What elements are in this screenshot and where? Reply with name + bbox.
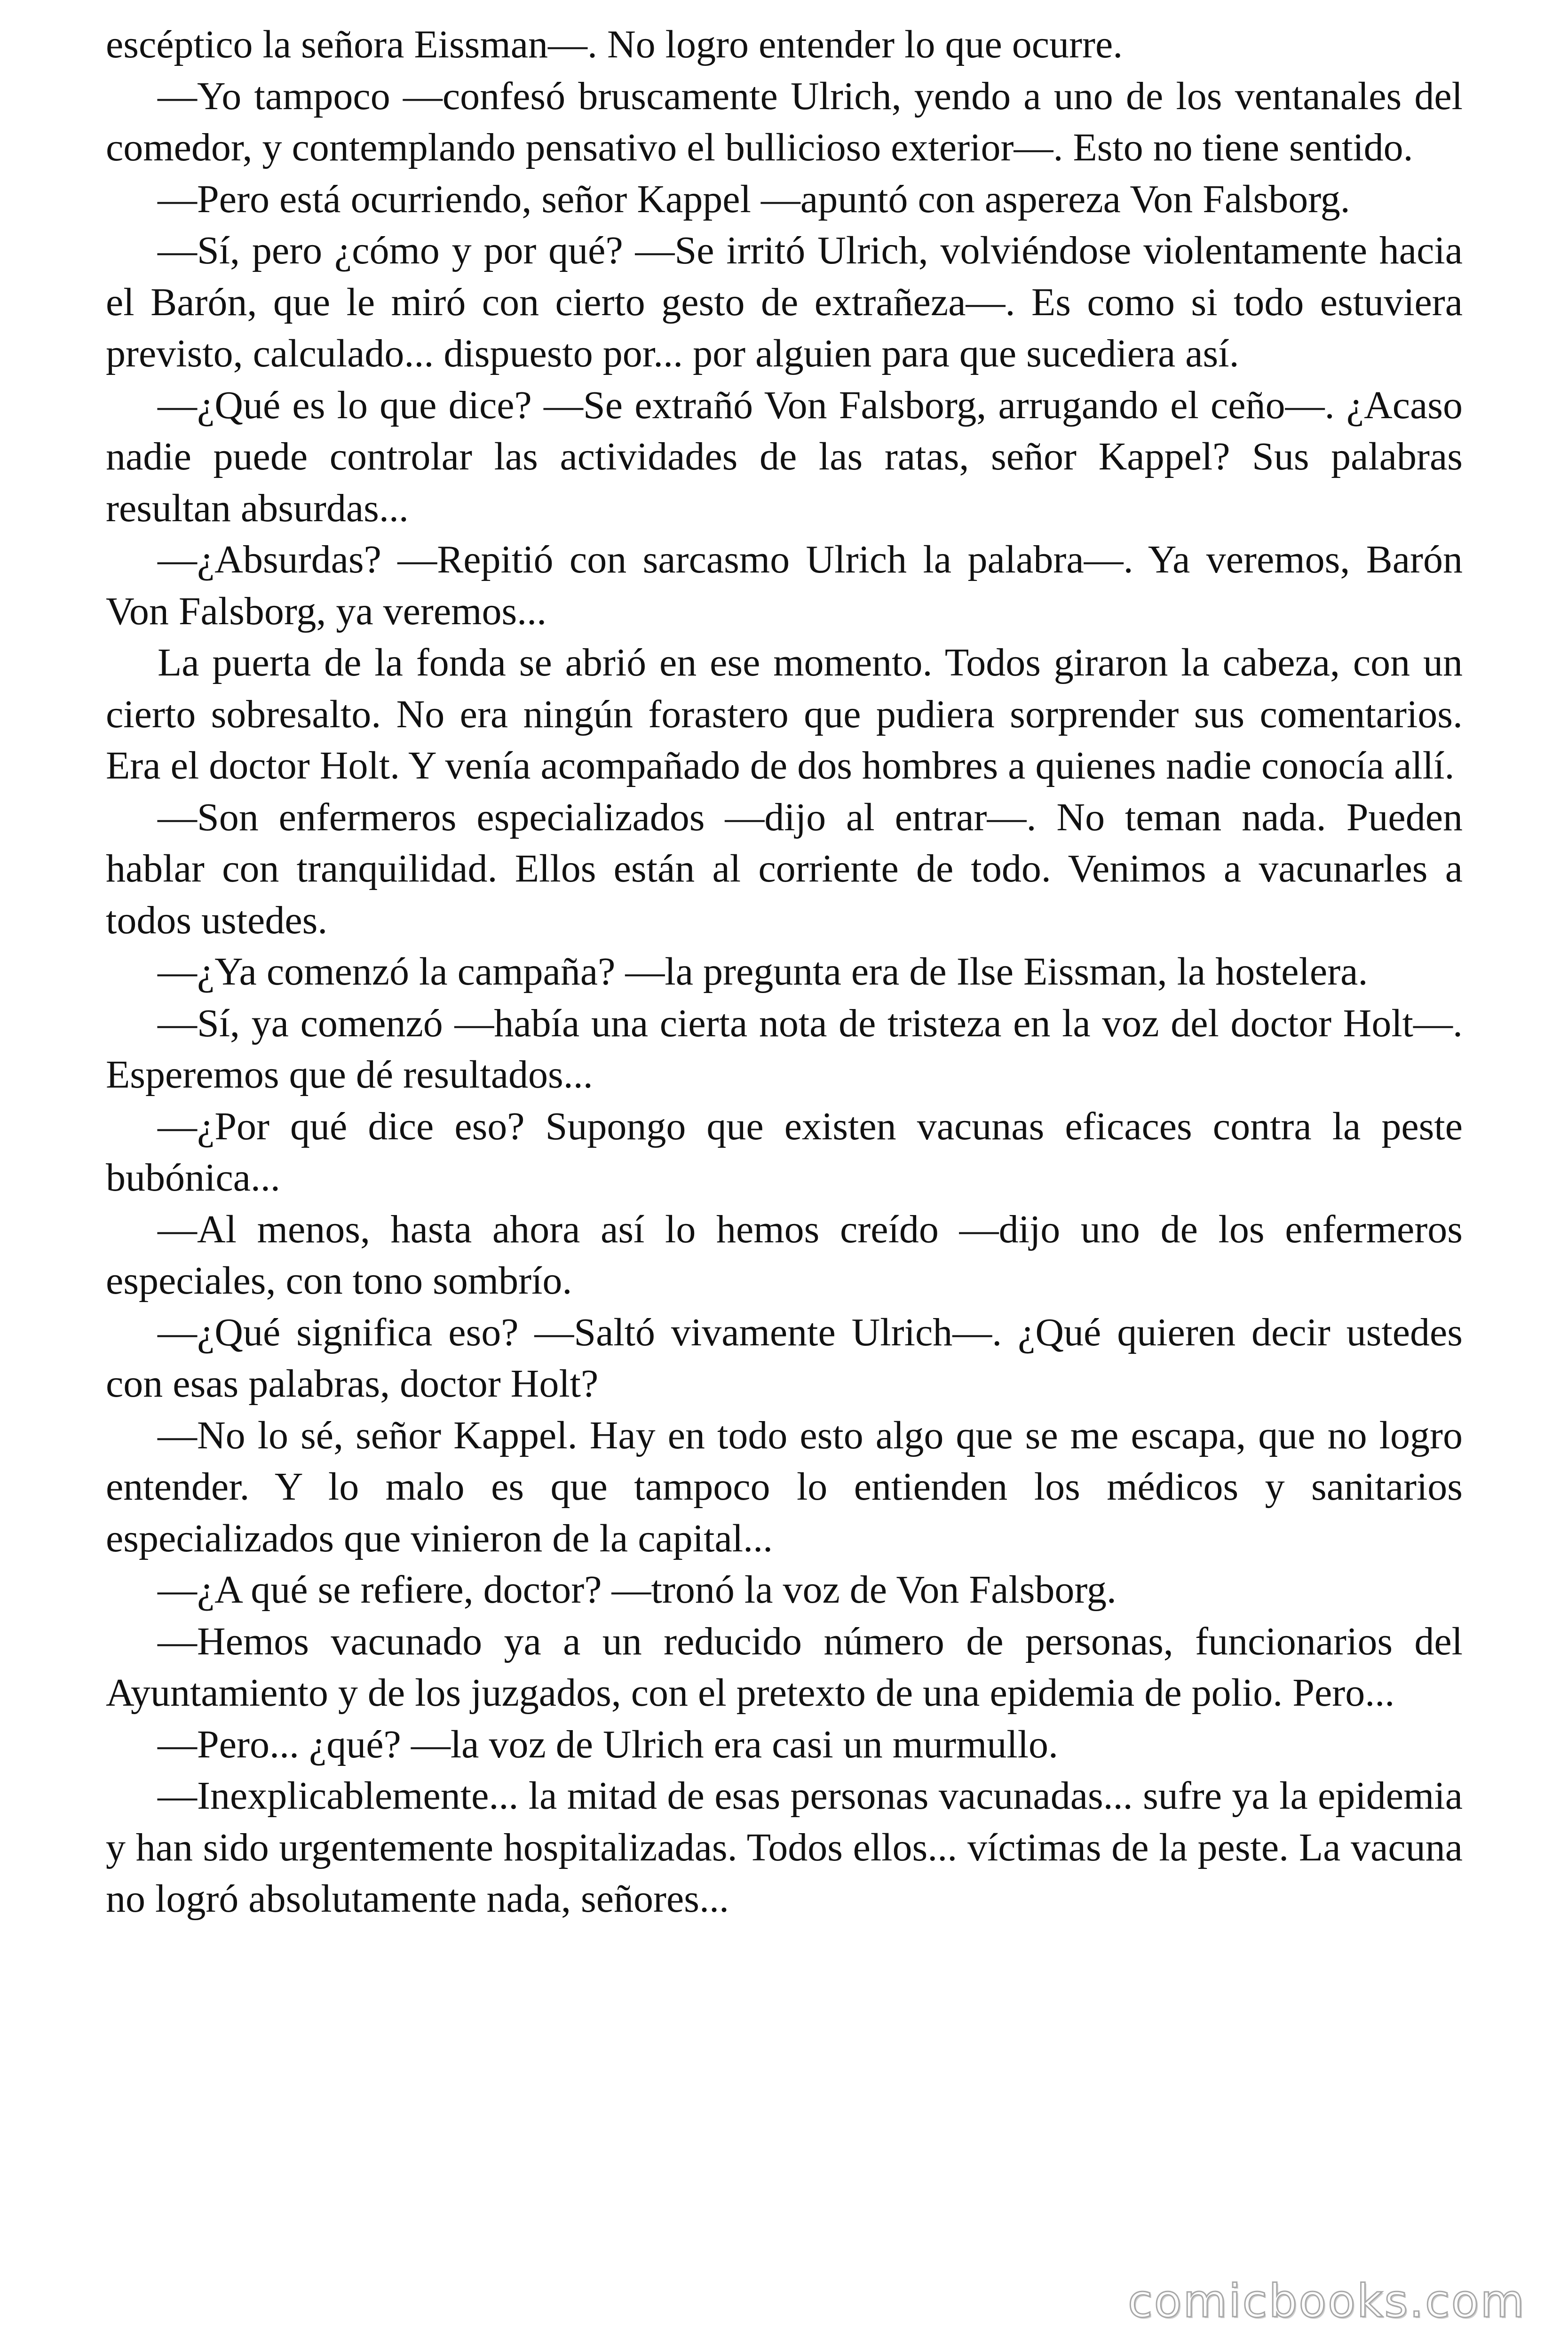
paragraph-2: —Yo tampoco —confesó bruscamente Ulrich, yendo a uno de los ventanales del comedor, y contemplando pensativo el bullicioso exterior—. Esto no tiene sentido. [106, 74, 1463, 169]
paragraph-4: —Sí, pero ¿cómo y por qué? —Se irritó Ulrich, volviéndose violentamente hacia el Barón, que le miró con cierto gesto de extrañeza—. Es como si todo estuviera previsto, calculado... dispuesto por... por alguien para que sucediera así. [106, 229, 1463, 375]
paragraph-11: —¿Por qué dice eso? Supongo que existen vacunas eficaces contra la peste bubónica... [106, 1104, 1463, 1200]
watermark-text: comicbooks.com [1127, 2275, 1526, 2328]
paragraph-12: —Al menos, hasta ahora así lo hemos creído —dijo uno de los enfermeros especiales, con tono sombrío. [106, 1207, 1463, 1303]
paragraph-15: —¿A qué se refiere, doctor? —tronó la voz de Von Falsborg. [158, 1568, 1117, 1612]
paragraph-6: —¿Absurdas? —Repitió con sarcasmo Ulrich la palabra—. Ya veremos, Barón Von Falsborg, ya veremos... [106, 538, 1463, 633]
paragraph-14: —No lo sé, señor Kappel. Hay en todo esto algo que se me escapa, que no logro entender. Y lo malo es que tampoco lo entienden los médicos y sanitarios especializados que vinieron de la capital... [106, 1413, 1463, 1560]
paragraph-9: —¿Ya comenzó la campaña? —la pregunta era de Ilse Eissman, la hostelera. [158, 950, 1368, 993]
paragraph-1: escéptico la señora Eissman—. No logro entender lo que ocurre. [106, 23, 1123, 66]
paragraph-17: —Pero... ¿qué? —la voz de Ulrich era casi un murmullo. [158, 1722, 1059, 1766]
paragraph-13: —¿Qué significa eso? —Saltó vivamente Ulrich—. ¿Qué quieren decir ustedes con esas palabras, doctor Holt? [106, 1310, 1463, 1406]
paragraph-18: —Inexplicablemente... la mitad de esas personas vacunadas... sufre ya la epidemia y han sido urgentemente hospitalizadas. Todos ellos... víctimas de la peste. La vacuna no logró absolutamente nada, señores... [106, 1774, 1463, 1921]
paragraph-5: —¿Qué es lo que dice? —Se extrañó Von Falsborg, arrugando el ceño—. ¿Acaso nadie puede controlar las actividades de las ratas, señor Kappel? Sus palabras resultan absurdas... [106, 383, 1463, 530]
paragraph-7: La puerta de la fonda se abrió en ese momento. Todos giraron la cabeza, con un cierto sobresalto. No era ningún forastero que pudiera sorprender sus comentarios. Era el doctor Holt. Y venía acompañado de dos hombres a quienes nadie conocía allí. [106, 641, 1463, 787]
paragraph-8: —Son enfermeros especializados —dijo al entrar—. No teman nada. Pueden hablar con tranquilidad. Ellos están al corriente de todo. Venimos a vacunarles a todos ustedes. [106, 795, 1463, 942]
paragraph-16: —Hemos vacunado ya a un reducido número de personas, funcionarios del Ayuntamiento y de los juzgados, con el pretexto de una epidemia de polio. Pero... [106, 1619, 1463, 1715]
page-body [106, 19, 1463, 1925]
paragraph-10: —Sí, ya comenzó —había una cierta nota de tristeza en la voz del doctor Holt—. Esperemos que dé resultados... [106, 1001, 1463, 1097]
paragraph-3: —Pero está ocurriendo, señor Kappel —apuntó con aspereza Von Falsborg. [158, 177, 1350, 221]
